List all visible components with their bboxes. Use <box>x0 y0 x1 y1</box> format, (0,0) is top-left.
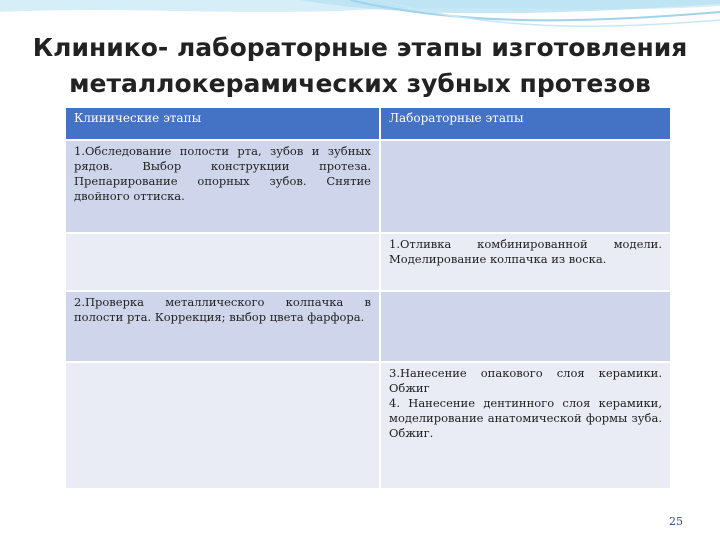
laboratory-cell <box>380 291 671 362</box>
slide-title <box>10 30 710 102</box>
page-number: 25 <box>669 515 683 528</box>
table-row <box>65 291 671 362</box>
header-laboratory-stages: Лабораторные этапы <box>380 107 671 140</box>
laboratory-cell <box>380 362 671 489</box>
clinical-cell <box>65 233 380 291</box>
laboratory-step-4: 4. Нанесение дентинного слоя керамики, моделирование анатомической формы зуба. Обжиг. <box>389 396 662 440</box>
laboratory-cell <box>380 140 671 233</box>
clinical-cell: 2.Проверка металлического колпачка в полости рта. Коррекция; выбор цвета фарфора. <box>65 291 380 362</box>
laboratory-cell: 1.Отливка комбинированной модели. Моделирование колпачка из воска. <box>380 233 671 291</box>
clinical-cell <box>65 362 380 489</box>
header-clinical-stages: Клинические этапы <box>65 107 380 140</box>
slide-title-line-1: Клинико- лабораторные этапы изготовления <box>32 33 688 62</box>
slide-title-line-2: металлокерамических зубных протезов <box>69 69 651 98</box>
laboratory-step-3: 3.Нанесение опакового слоя керамики. Обжиг <box>389 366 662 395</box>
table-row <box>65 233 671 291</box>
table-header-row <box>65 107 671 140</box>
clinical-cell: 1.Обследование полости рта, зубов и зубных рядов. Выбор конструкции протеза. Препарирование опорных зубов. Снятие двойного оттиска. <box>65 140 380 233</box>
table-row <box>65 140 671 233</box>
table-row <box>65 362 671 489</box>
stages-table <box>64 106 672 490</box>
